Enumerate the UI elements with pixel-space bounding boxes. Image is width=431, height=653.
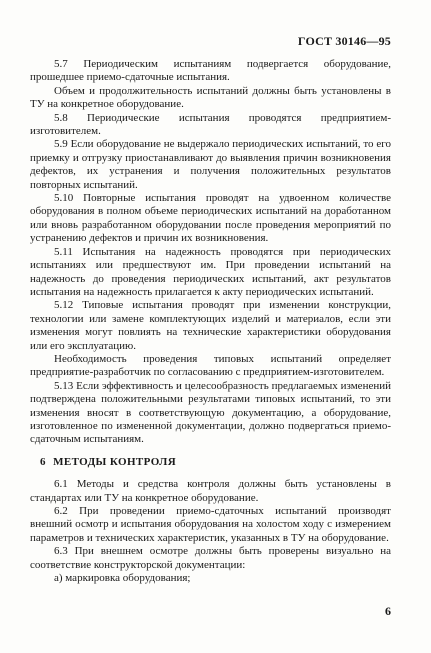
paragraph-5-8: 5.8 Периодические испытания проводятся предприятием-изготовителем. — [30, 111, 391, 138]
section-heading — [40, 456, 391, 469]
page-number: 6 — [385, 604, 391, 618]
standard-header: ГОСТ 30146—95 — [297, 34, 391, 48]
section-title: МЕТОДЫ КОНТРОЛЯ — [53, 455, 177, 468]
paragraph-scope: Объем и продолжительность испытаний должны быть установлены в ТУ на конкретное оборудование. — [30, 84, 391, 111]
paragraph-5-13: 5.13 Если эффективность и целесообразность предлагаемых изменений подтверждена положительными результатами типовых испытаний, то эти изменения вносят в соответствующую документацию, а оборудование, изготовленное по измененной документации, должно подвергаться приемо-сдаточным испытаниям. — [30, 379, 391, 446]
paragraph-necessity: Необходимость проведения типовых испытаний определяет предприятие-разработчик по согласованию с предприятием-изготовителем. — [30, 352, 391, 379]
paragraph-6-3: 6.3 При внешнем осмотре должны быть проверены визуально на соответствие конструкторской документации: — [30, 545, 391, 571]
paragraph-5-9: 5.9 Если оборудование не выдержало периодических испытаний, то его приемку и отгрузку приостанавливают до выявления причин возникновения дефектов, их устранения и получения положительных результатов повторных испытаний. — [30, 138, 391, 191]
paragraph-5-7: 5.7 Периодическим испытаниям подвергается оборудование, прошедшее приемо-сдаточные испытания. — [30, 58, 391, 84]
paragraph-5-12: 5.12 Типовые испытания проводят при изменении конструкции, технологии или замене комплектующих изделий и материалов, если эти изменения могут повлиять на технические характеристики оборудования или его эксплуатацию. — [30, 299, 391, 352]
paragraph-6-2: 6.2 При проведении приемо-сдаточных испытаний производят внешний осмотр и испытания оборудования на холостом ходу с измерением параметров и технических характеристик, указанных в ТУ на оборудование. — [30, 505, 391, 544]
paragraph-5-11: 5.11 Испытания на надежность проводятся при периодических испытаниях или предшествуют им. При проведении испытаний на надежность до проведения периодических испытаний, акт результатов испытания на надежность прилагается к акту периодических испытаний. — [30, 245, 391, 298]
section-number: 6 — [40, 455, 46, 468]
paragraph-5-10: 5.10 Повторные испытания проводят на удвоенном количестве оборудования в полном объеме периодических испытаний на доработанном или вновь разработанном оборудовании после проведения мероприятий по устранению дефектов и причин их возникновения. — [30, 192, 391, 245]
list-item-a: а) маркировка оборудования; — [54, 572, 191, 585]
document-body — [30, 58, 391, 585]
paragraph-6-1: 6.1 Методы и средства контроля должны быть установлены в стандартах или ТУ на конкретное оборудование. — [30, 478, 391, 504]
